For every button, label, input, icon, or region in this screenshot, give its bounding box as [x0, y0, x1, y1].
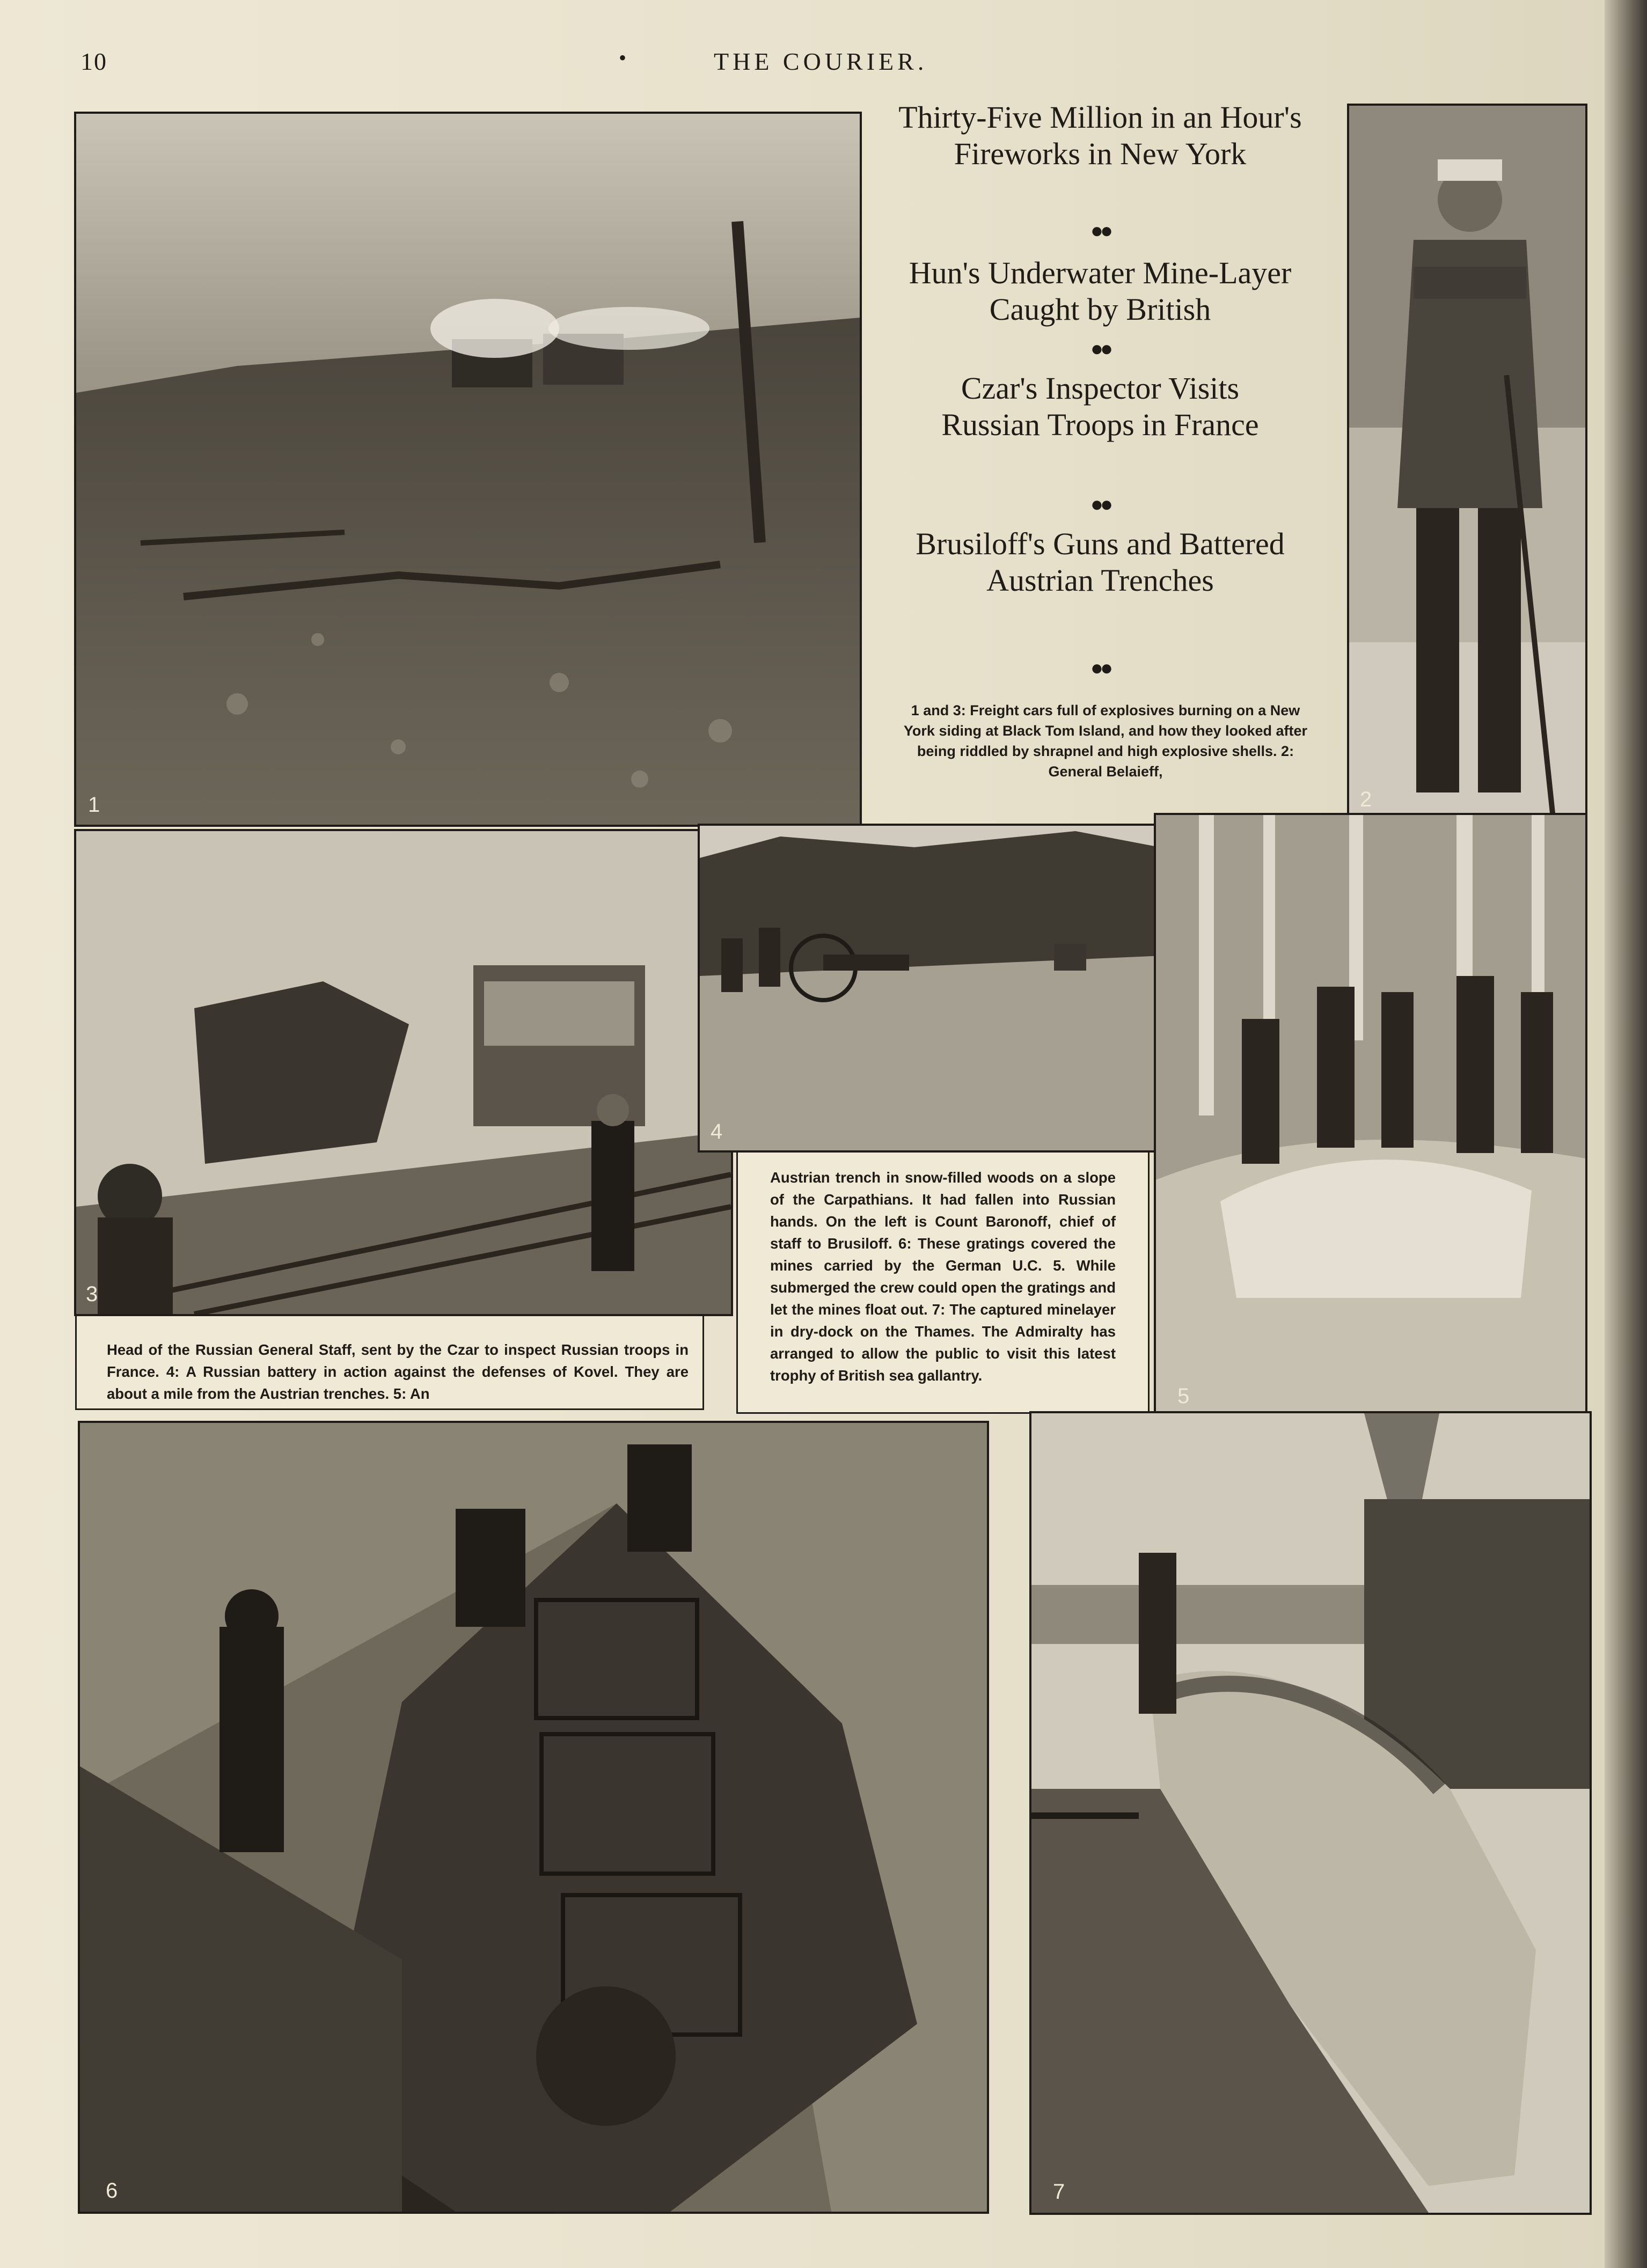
page-number: 10	[80, 48, 107, 75]
photo-3-image	[76, 831, 731, 1314]
headline-divider: ●●	[1090, 656, 1110, 680]
photo-4-russian-battery	[698, 824, 1190, 1153]
photo-5-austrian-trench	[1154, 813, 1587, 1418]
photo-number: 1	[88, 793, 100, 817]
photo-3-wrecked-freight-cars	[74, 829, 733, 1316]
photo-5-image	[1156, 815, 1585, 1416]
headline-divider: ●●	[1090, 492, 1110, 516]
header-separator: •	[619, 46, 627, 70]
page-binding-shadow	[1605, 0, 1647, 2268]
photo-6-image	[80, 1423, 987, 2212]
photo-7-image	[1031, 1413, 1590, 2213]
headline-divider: ●●	[1090, 336, 1110, 361]
photo-number: 4	[711, 1120, 723, 1143]
photo-1-image	[76, 114, 860, 825]
caption-box-left	[75, 1315, 704, 1410]
headline-czar-inspector: Czar's Inspector Visits Russian Troops in France	[941, 371, 1259, 442]
photo-1-black-tom-fire	[74, 112, 862, 827]
photo-4-image	[700, 826, 1188, 1150]
caption-box-center	[736, 1151, 1150, 1414]
headline-brusiloff: Brusiloff's Guns and Battered Austrian Trenches	[916, 526, 1285, 598]
headline-divider: ●●	[1090, 218, 1110, 243]
photo-6-minelayer-gratings	[78, 1421, 989, 2214]
photo-number: 5	[1177, 1384, 1190, 1408]
photo-number: 6	[106, 2179, 118, 2203]
caption-photos-5-6-7: Austrian trench in snow-filled woods on a slope of the Carpathians. It had fallen into Russian hands. On the left is Count Baronoff, chief of staff to Brusiloff. 6: These gratings covered the mines carried by the German U.C. 5. While submerged the crew could open the gratings and let the mines float out. 7: The captured minelayer in dry-dock on the Thames. The Admiralty has arranged to allow the public to visit this latest trophy of British sea gallantry.	[770, 1169, 1116, 1384]
photo-2-general-belaieff	[1347, 104, 1587, 821]
headline-fireworks: Thirty-Five Million in an Hour's Fireworks in New York	[898, 100, 1302, 171]
photo-number: 2	[1360, 788, 1372, 811]
photo-2-image	[1349, 106, 1585, 819]
headline-minelayer: Hun's Underwater Mine-Layer Caught by British	[909, 255, 1292, 327]
caption-photos-2-4-5: Head of the Russian General Staff, sent by the Czar to inspect Russian troops in France. 4: A Russian battery in action against the defenses of Kovel. They are about a mile from the Austrian trenches. 5: An	[107, 1341, 689, 1402]
photo-number: 7	[1053, 2180, 1065, 2204]
publication-title: THE COURIER.	[714, 48, 928, 75]
caption-photos-1-3-2: 1 and 3: Freight cars full of explosives burning on a New York siding at Black Tom Island, and how they looked after being riddled by shrapnel and high explosive shells. 2: General Belaieff,	[903, 702, 1308, 780]
photo-number: 3	[86, 1282, 98, 1306]
photo-7-minelayer-dry-dock	[1029, 1411, 1592, 2215]
